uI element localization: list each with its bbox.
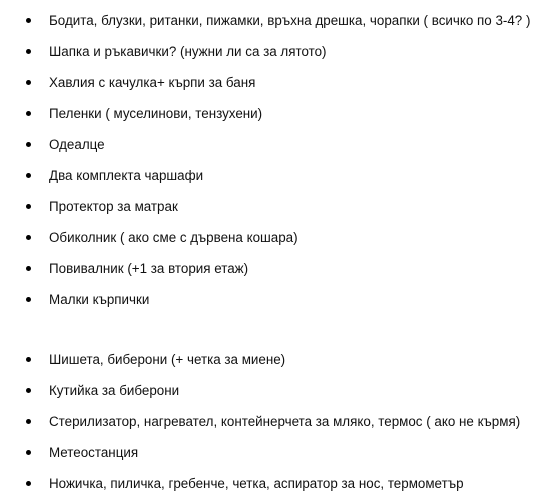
list-item-text: Метеостанция (49, 445, 139, 460)
list-item (0, 259, 549, 279)
list-item (0, 350, 549, 370)
bullet-icon (26, 204, 31, 209)
list-item-text: Протектор за матрак (49, 199, 178, 214)
bullet-icon (26, 49, 31, 54)
bullet-icon (26, 80, 31, 85)
bullet-icon (26, 111, 31, 116)
list-item (0, 474, 549, 494)
list-item (0, 73, 549, 93)
list-item (0, 381, 549, 401)
bullet-icon (26, 450, 31, 455)
bullet-icon (26, 481, 31, 486)
list-item (0, 42, 549, 62)
bullet-icon (26, 235, 31, 240)
list-item (0, 11, 549, 31)
list-item-text: Бодита, блузки, ританки, пижамки, връхна дрешка, чорапки ( всичко по 3-4? ) (49, 13, 531, 28)
bullet-icon (26, 142, 31, 147)
list-item-text: Ножичка, пиличка, гребенче, четка, аспиратор за нос, термометър (49, 476, 464, 491)
list-item (0, 197, 549, 217)
list-item (0, 166, 549, 186)
list-item-text: Обиколник ( ако сме с дървена кошара) (49, 230, 298, 245)
list-item-text: Хавлия с качулка+ кърпи за баня (49, 75, 256, 90)
list-item-text: Шишета, биберони (+ четка за миене) (49, 352, 286, 367)
list-item (0, 443, 549, 463)
list-item-text: Кутийка за биберони (49, 383, 180, 398)
bullet-icon (26, 18, 31, 23)
list-item-text: Одеалце (49, 137, 105, 152)
list-item-text: Два комплекта чаршафи (49, 168, 204, 183)
list-item-text: Повивалник (+1 за втория етаж) (49, 261, 249, 276)
list-item (0, 412, 549, 432)
list-item (0, 104, 549, 124)
list-item-text: Шапка и ръкавички? (нужни ли са за лятото) (49, 44, 327, 59)
bullet-icon (26, 388, 31, 393)
bullet-icon (26, 173, 31, 178)
bullet-icon (26, 357, 31, 362)
list-item (0, 290, 549, 310)
list-item-text: Пеленки ( муселинови, тензухени) (49, 106, 263, 121)
list-item-text: Стерилизатор, нагревател, контейнерчета за мляко, термос ( ако не кърмя) (49, 414, 521, 429)
list-item-text: Малки кърпички (49, 292, 150, 307)
bullet-icon (26, 297, 31, 302)
bullet-icon (26, 419, 31, 424)
list-item (0, 135, 549, 155)
bullet-icon (26, 266, 31, 271)
list-item (0, 228, 549, 248)
